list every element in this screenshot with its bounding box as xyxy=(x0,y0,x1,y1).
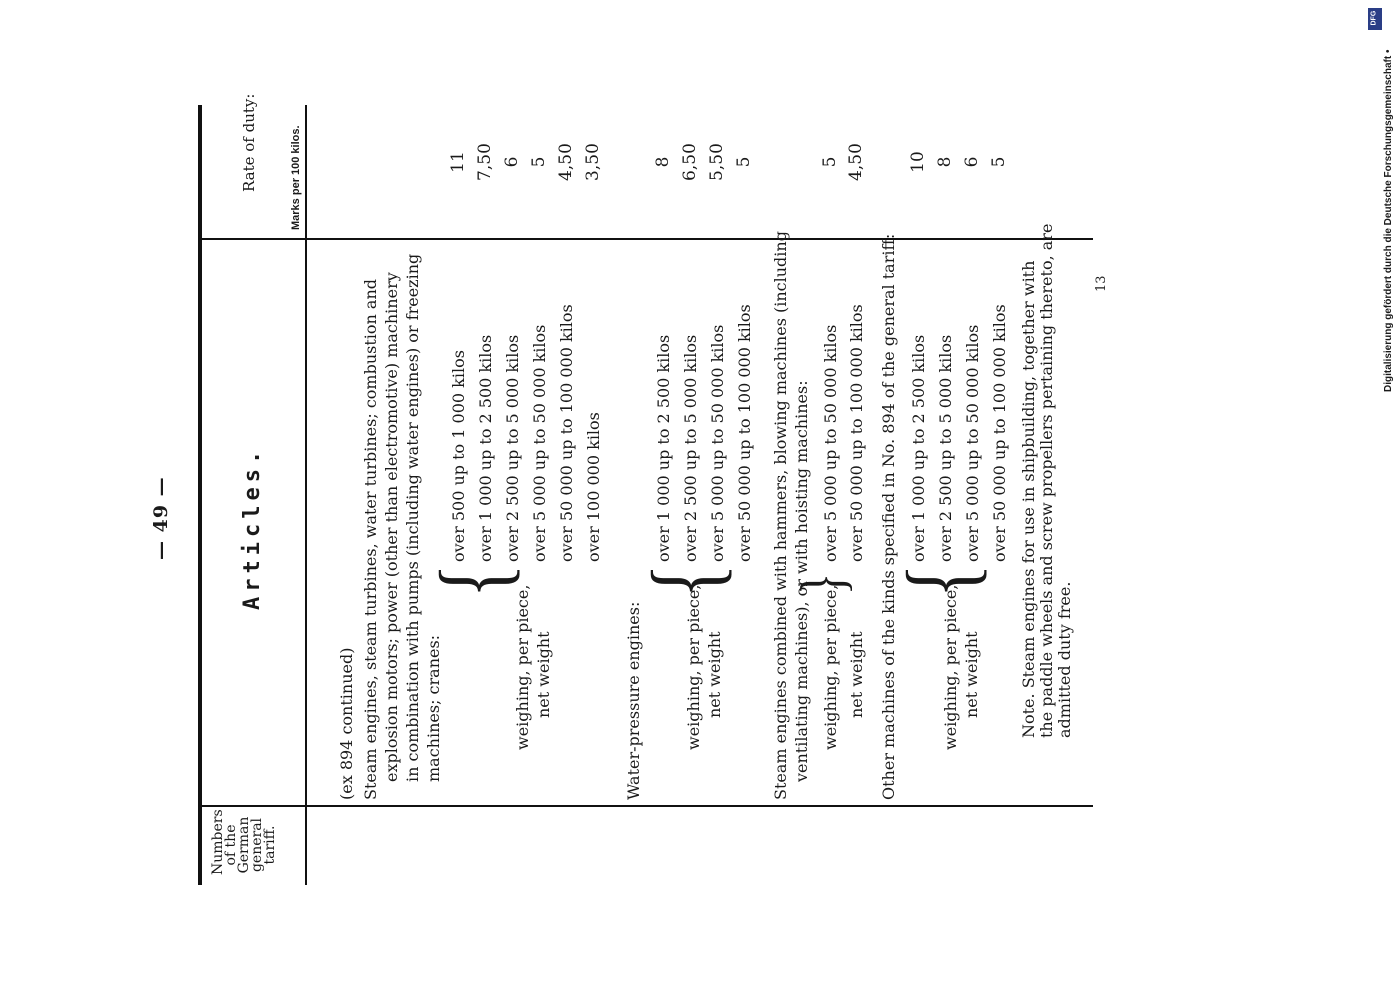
steam-title-line: explosion motors; power (other than electromotive) machinery xyxy=(382,272,401,782)
steam-title-line: Steam engines, steam turbines, water turbines; combustion and xyxy=(361,279,380,800)
water-row-rate: 6,50 xyxy=(680,143,700,181)
other-row-label: over 50 000 up to 100 000 kilos xyxy=(990,304,1009,562)
steam-row-label: over 2 500 up to 5 000 kilos xyxy=(503,334,522,562)
other-row-label: over 5 000 up to 50 000 kilos xyxy=(963,324,982,562)
steam-row-label: over 100 000 kilos xyxy=(584,412,603,562)
note-line: the paddle wheels and screw propellers pertaining thereto, are xyxy=(1037,223,1056,738)
other-row-rate: 10 xyxy=(908,151,928,173)
water-row-rate: 5 xyxy=(734,156,754,168)
water-row-label: over 50 000 up to 100 000 kilos xyxy=(735,304,754,562)
note-line: Note. Steam engines for use in shipbuilding, together with xyxy=(1019,260,1038,738)
steam-row-label: over 500 up to 1 000 kilos xyxy=(449,350,468,562)
section-intro: (ex 894 continued) xyxy=(337,647,356,800)
water-row-label: over 2 500 up to 5 000 kilos xyxy=(681,334,700,562)
hammers-brace: } xyxy=(787,572,857,595)
water-brace: { xyxy=(632,563,740,598)
other-row-label: over 2 500 up to 5 000 kilos xyxy=(936,334,955,562)
column-rule-right xyxy=(198,238,1093,240)
steam-row-rate: 7,50 xyxy=(475,143,495,181)
header-articles: Articles. xyxy=(240,445,265,610)
header-numbers: Numbers of the German general tariff. xyxy=(210,809,278,875)
other-row-rate: 8 xyxy=(935,156,955,168)
hammers-row-rate: 5 xyxy=(820,156,840,168)
steam-row-label: over 50 000 up to 100 000 kilos xyxy=(557,304,576,562)
steam-row-rate: 3,50 xyxy=(583,143,603,181)
water-weighing: weighing, per piece, xyxy=(684,584,703,750)
hammers-row-rate: 4,50 xyxy=(846,143,866,181)
other-row-rate: 5 xyxy=(989,156,1009,168)
note-line: admitted duty free. xyxy=(1055,581,1074,738)
page-number: — 49 — xyxy=(150,476,172,560)
water-title: Water-pressure engines: xyxy=(624,601,643,800)
steam-row-rate: 5 xyxy=(529,156,549,168)
hammers-title-line: ventilating machines), or with hoisting machines: xyxy=(792,380,811,782)
hammers-title-line: Steam engines combined with hammers, blowing machines (including xyxy=(771,231,790,800)
other-net-weight: net weight xyxy=(962,631,981,718)
dfg-logo: DFG xyxy=(1368,8,1382,30)
steam-row-label: over 1 000 up to 2 500 kilos xyxy=(476,334,495,562)
hammers-row-label: over 50 000 up to 100 000 kilos xyxy=(847,304,866,562)
water-row-rate: 8 xyxy=(653,156,673,168)
water-row-label: over 5 000 up to 50 000 kilos xyxy=(708,324,727,562)
steam-net-weight: net weight xyxy=(534,631,553,718)
steam-row-rate: 6 xyxy=(502,156,522,168)
steam-weighing: weighing, per piece, xyxy=(513,584,532,750)
steam-row-rate: 11 xyxy=(448,151,468,173)
table-top-rule xyxy=(198,105,202,885)
other-weighing: weighing, per piece, xyxy=(941,584,960,750)
other-row-rate: 6 xyxy=(962,156,982,168)
steam-brace: { xyxy=(420,563,528,598)
steam-row-rate: 4,50 xyxy=(556,143,576,181)
digitisation-credit: Digitalisierung gefördert durch die Deutsche Forschungsgemeinschaft • xyxy=(1383,49,1394,392)
steam-title-line: in combination with pumps (including water engines) or freezing xyxy=(403,253,422,782)
column-rule-left xyxy=(198,805,1093,807)
water-row-rate: 5,50 xyxy=(707,143,727,181)
footer-number: 13 xyxy=(1094,275,1109,292)
steam-title-line: machines; cranes: xyxy=(424,634,443,782)
header-rate: Rate of duty: xyxy=(240,93,258,192)
other-row-label: over 1 000 up to 2 500 kilos xyxy=(909,334,928,562)
header-bottom-rule xyxy=(305,105,307,885)
header-rate-unit: Marks per 100 kilos. xyxy=(290,125,302,230)
steam-row-label: over 5 000 up to 50 000 kilos xyxy=(530,324,549,562)
water-row-label: over 1 000 up to 2 500 kilos xyxy=(654,334,673,562)
hammers-weighing: weighing, per piece, xyxy=(821,584,840,750)
other-brace: { xyxy=(887,563,995,598)
other-title: Other machines of the kinds specified in No. 894 of the general tariff: xyxy=(879,233,898,800)
hammers-row-label: over 5 000 up to 50 000 kilos xyxy=(821,324,840,562)
hammers-net-weight: net weight xyxy=(847,631,866,718)
water-net-weight: net weight xyxy=(705,631,724,718)
